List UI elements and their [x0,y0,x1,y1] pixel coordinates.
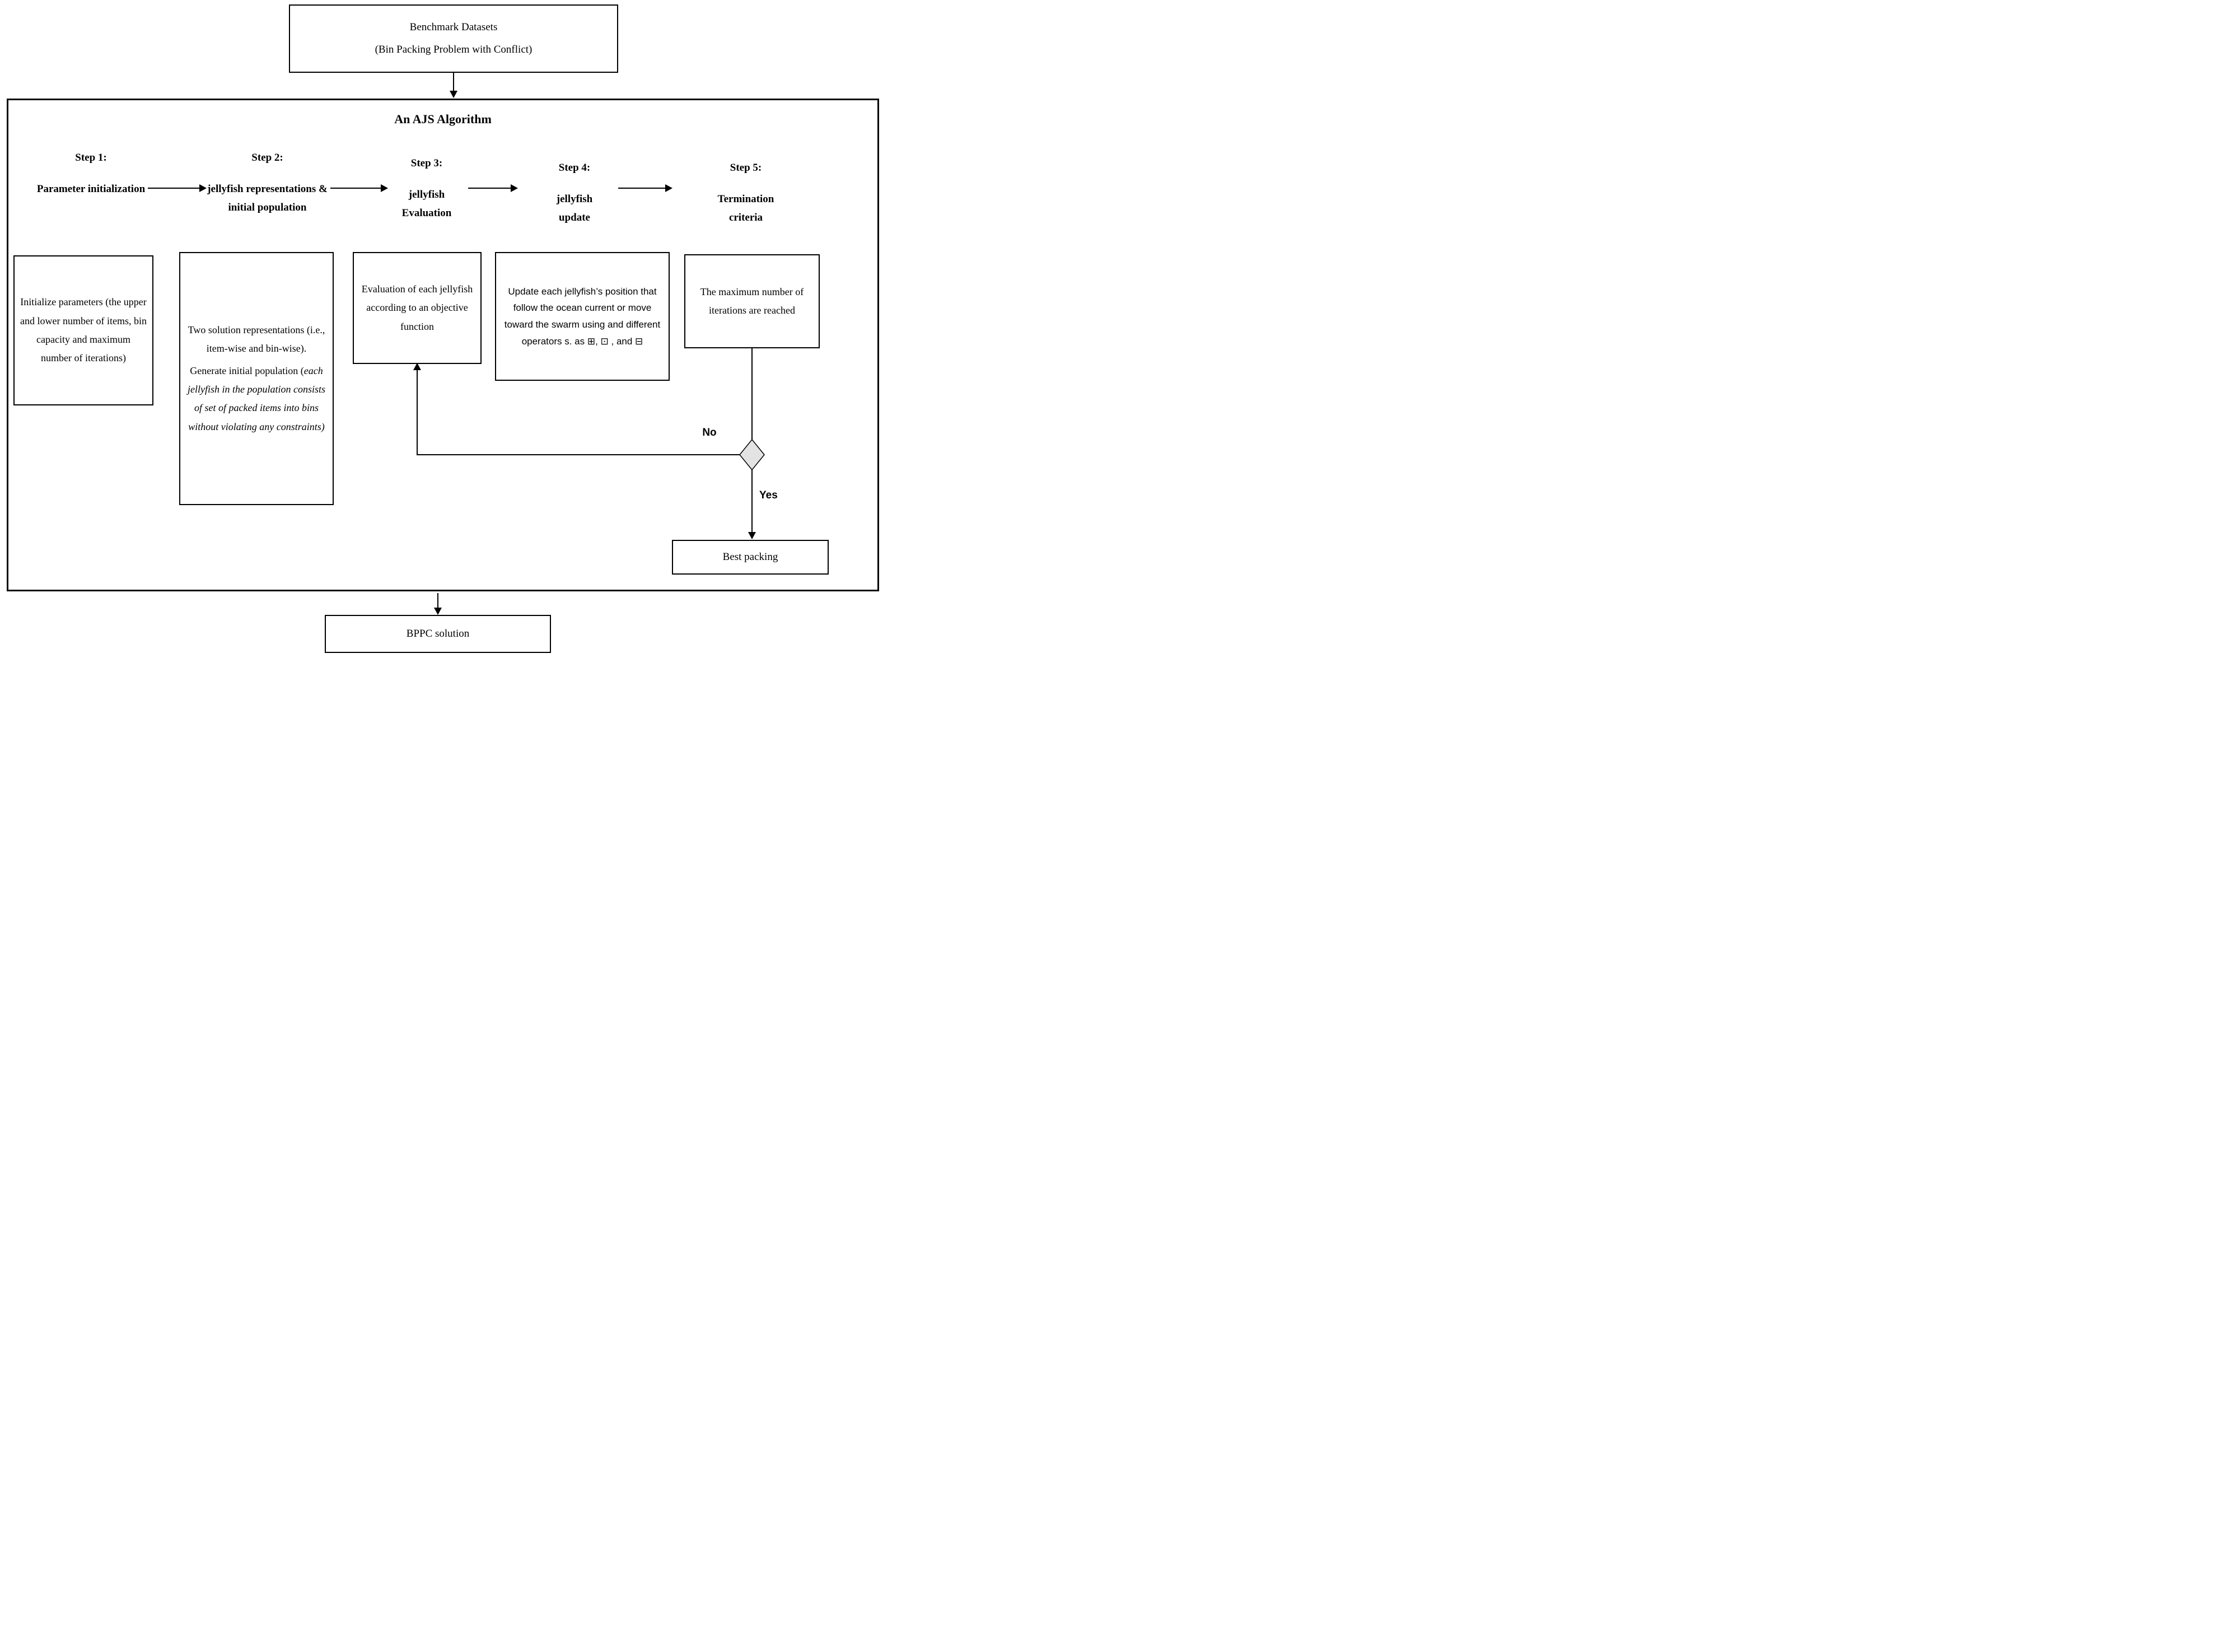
step-1-detail-text: Initialize parameters (the upper and lower number of items, bin capacity and maximum number of iterations) [20,296,147,364]
benchmark-subtitle: (Bin Packing Problem with Conflict) [375,44,533,55]
step-2-detail-para2 [186,362,327,436]
step-1-name: Parameter initialization [36,183,146,195]
loop-into-step3-head [413,363,421,370]
step-4-detail-text: Update each jellyfish’s position that follow the ocean current or move toward the swarm using and different operators s. as ⊞, ⊡ , and ⊟ [504,286,661,347]
step-3-detail-text: Evaluation of each jellyfish according to an objective function [361,283,473,332]
algorithm-title: An AJS Algorithm [394,112,492,126]
arrow-decision-to-best-packing-line [751,469,753,533]
step-2-header [207,149,328,217]
step-2-name: jellyfish representations & initial population [207,183,328,213]
step-2-detail-para1: Two solution representations (i.e., item-wise and bin-wise). [188,324,325,354]
arrow-decision-to-best-packing-head [748,532,756,539]
arrow-benchmark-to-algorithm-head [450,91,457,98]
line-step5-to-decision [751,348,753,440]
arrow-algorithm-to-bppc-line [437,593,438,609]
arrow-step4-to-step5-head [665,184,672,192]
step-5-detail-box [684,254,820,348]
step-4-detail-box [495,252,670,381]
arrow-algorithm-to-bppc-head [434,608,442,615]
decision-yes-label: Yes [759,489,778,501]
step-2-detail-box [179,252,334,505]
step-5-name: Termination criteria [717,193,774,223]
step-2-label: Step 2: [251,152,283,164]
step-4-label: Step 4: [558,162,591,174]
termination-decision-diamond [739,439,765,470]
arrow-step3-to-step4-line [468,188,513,189]
arrow-step1-to-step2-line [148,188,202,189]
bppc-solution-text: BPPC solution [406,628,470,640]
step-4-header [544,159,605,227]
flowchart-canvas [0,0,886,661]
loop-decision-to-step3-hline [417,454,740,455]
best-packing-text: Best packing [722,551,778,563]
step-5-detail-text: The maximum number of iterations are reached [700,286,804,316]
loop-decision-to-step3-vline [417,370,418,455]
arrow-benchmark-to-algorithm-line [453,73,454,92]
step-2-detail-para2-italic: each jellyfish in the population consists of set of packed items into bins without violating any constraints) [188,365,325,432]
arrow-step1-to-step2-head [199,184,207,192]
step-5-label: Step 5: [730,162,762,174]
arrow-step3-to-step4-head [511,184,518,192]
step-3-header [390,155,463,222]
step-3-label: Step 3: [410,157,443,169]
step-2-detail-para2-prefix: Generate initial population ( [190,365,304,376]
step-3-detail-box [353,252,482,364]
arrow-step4-to-step5-line [618,188,667,189]
step-1-header [36,149,146,199]
decision-no-label: No [702,427,717,438]
step-1-label: Step 1: [75,152,107,164]
step-1-detail-box [13,255,153,405]
bppc-solution-box [325,615,551,653]
step-4-name: jellyfish update [556,193,593,223]
step-3-name: jellyfish Evaluation [401,189,452,219]
benchmark-title: Benchmark Datasets [409,21,498,33]
benchmark-datasets-box [289,4,618,73]
best-packing-box [672,540,829,575]
arrow-step2-to-step3-head [381,184,388,192]
step-5-header [704,159,788,227]
arrow-step2-to-step3-line [330,188,383,189]
